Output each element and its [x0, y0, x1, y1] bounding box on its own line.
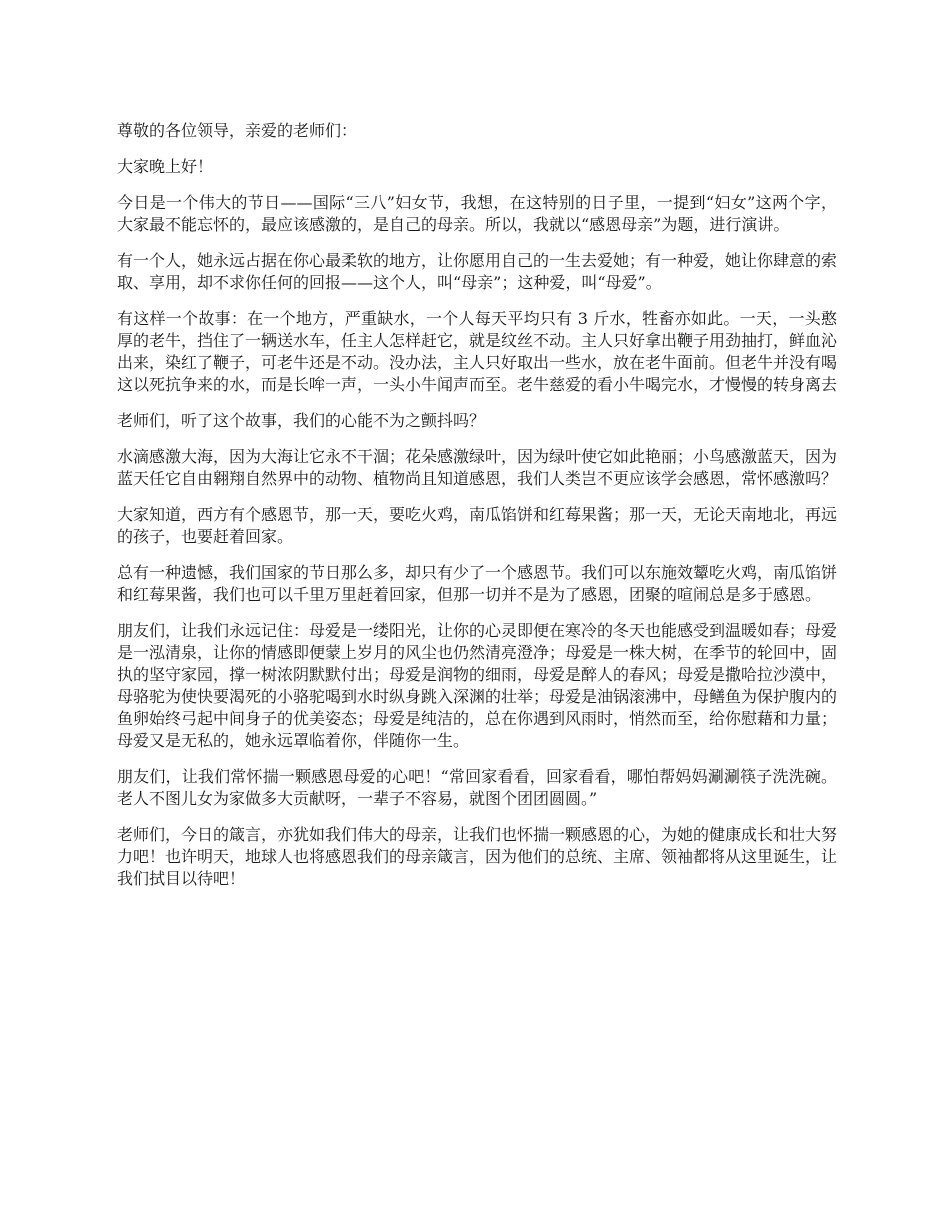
paragraph-gratitude-nature: 水滴感激大海，因为大海让它永不干涸；花朵感激绿叶，因为绿叶使它如此艳丽；小鸟感激蓝天，因为蓝天任它自由翱翔自然界中的动物、植物尚且知道感恩，我们人类岂不更应该学会感恩，常怀感激吗？ — [117, 447, 838, 488]
greeting: 大家晚上好！ — [117, 157, 214, 176]
paragraph-mother-love: 朋友们，让我们永远记住：母爱是一缕阳光，让你的心灵即便在寒冷的冬天也能感受到温暖如春；母爱是一泓清泉，让你的情感即便蒙上岁月的风尘也仍然清亮澄净；母爱是一株大树，在季节的轮回中，固执的坚守家园，撑一树浓阴默默付出；母爱是润物的细雨，母爱是醉人的春风；母爱是撒哈拉沙漠中，母骆驼为使快要渴死的小骆驼喝到水时纵身跳入深渊的壮举；母爱是油锅滚沸中，母鳝鱼为保护腹内的鱼卵始终弓起中间身子的优美姿态；母爱是纯洁的，总在你遇到风雨时，悄然而至，给你慰藉和力量；母爱又是无私的，她永远罩临着你，伴随你一生。 — [117, 621, 838, 750]
salutation: 尊敬的各位领导，亲爱的老师们： — [117, 121, 358, 140]
paragraph-regret: 总有一种遗憾，我们国家的节日那么多，却只有少了一个感恩节。我们可以东施效颦吃火鸡，南瓜馅饼和红莓果酱，我们也可以千里万里赶着回家，但那一切并不是为了感恩，团聚的喧闹总是多于感恩。 — [117, 563, 838, 604]
paragraph-thanksgiving: 大家知道，西方有个感恩节，那一天，要吃火鸡，南瓜馅饼和红莓果酱；那一天，无论天南地北，再远的孩子，也要赶着回家。 — [117, 505, 838, 546]
speech-body — [117, 120, 837, 904]
paragraph-intro: 今日是一个伟大的节日——国际“三八”妇女节，我想，在这特别的日子里，一提到“妇女”这两个字，大家最不能忘怀的，最应该感激的，是自己的母亲。所以，我就以“感恩母亲”为题，进行演讲。 — [117, 193, 837, 234]
paragraph-story: 有这样一个故事：在一个地方，严重缺水，一个人每天平均只有 3 斤水，牲畜亦如此。一天，一头憨厚的老牛，挡住了一辆送水车，任主人怎样赶它，就是纹丝不动。主人只好拿出鞭子用劲抽打，鲜血沁出来，染红了鞭子，可老牛还是不动。没办法，主人只好取出一些水，放在老牛面前。但老牛并没有喝这以死抗争来的水，而是长哞一声，一头小牛闻声而至。老牛慈爱的看小牛喝完水，才慢慢的转身离去 — [117, 309, 838, 394]
paragraph-go-home: 朋友们，让我们常怀揣一颗感恩母爱的心吧！“常回家看看，回家看看，哪怕帮妈妈涮涮筷子洗洗碗。老人不图儿女为家做多大贡献呀，一辈子不容易，就图个团团圆圆。” — [117, 767, 837, 808]
paragraph-closing: 老师们，今日的箴言，亦犹如我们伟大的母亲，让我们也怀揣一颗感恩的心，为她的健康成长和壮大努力吧！也许明天，地球人也将感恩我们的母亲箴言，因为他们的总统、主席、领袖都将从这里诞生，让我们拭目以待吧！ — [117, 825, 838, 888]
paragraph-question: 老师们，听了这个故事，我们的心能不为之颤抖吗？ — [117, 411, 486, 430]
paragraph-mother-definition: 有一个人，她永远占据在你心最柔软的地方，让你愿用自己的一生去爱她；有一种爱，她让你肆意的索取、享用，却不求你任何的回报——这个人，叫“母亲”；这种爱，叫“母爱”。 — [117, 251, 838, 292]
